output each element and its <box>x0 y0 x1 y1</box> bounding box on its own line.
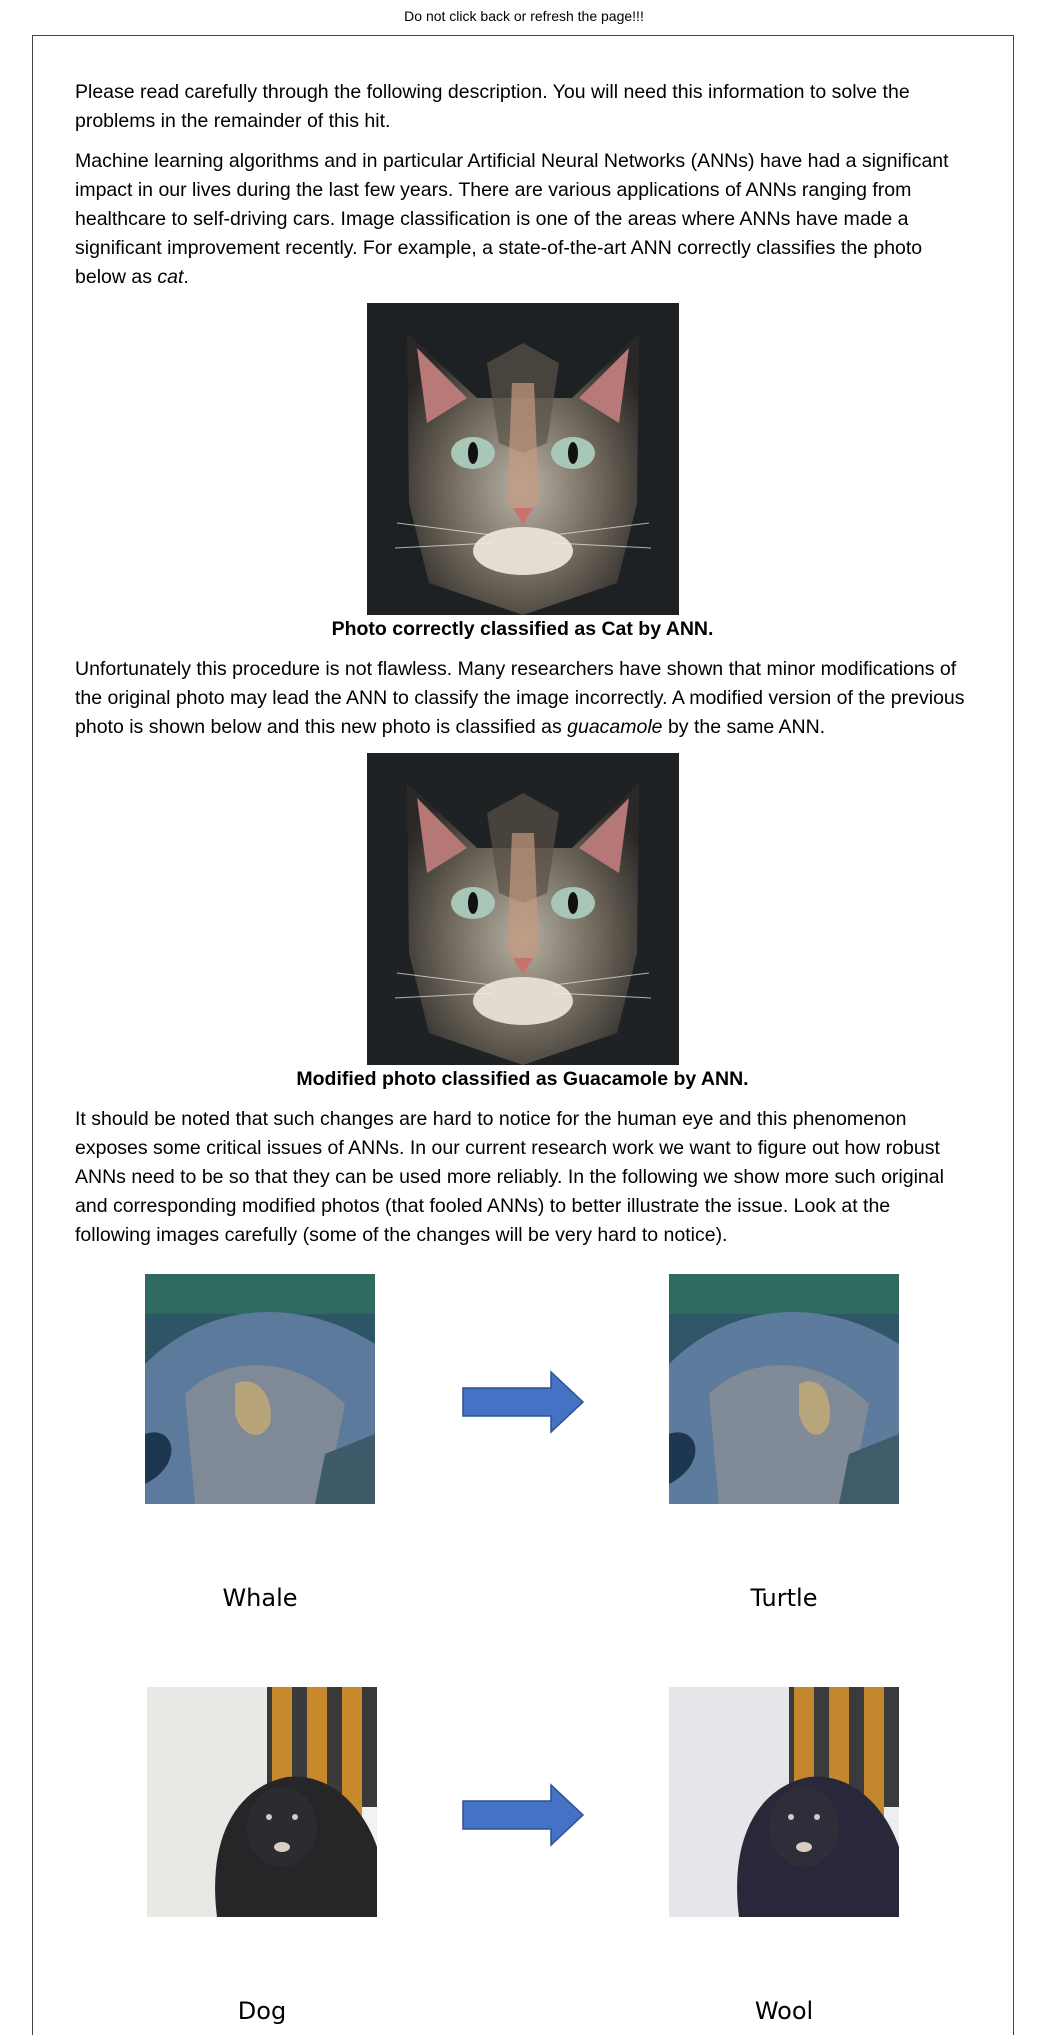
cat-modified-image <box>367 753 679 1065</box>
intro-paragraph: Please read carefully through the following description. You will need this information to solve the problems in the remainder of this hit. <box>75 81 910 132</box>
cat-emphasis: cat <box>157 266 184 288</box>
turtle-label: Turtle <box>750 1584 818 1612</box>
modified-cat-caption: Modified photo classified as Guacamole by ANN. <box>296 1068 749 1090</box>
modification-paragraph: Unfortunately this procedure is not flawless. Many researchers have shown that minor modifications of the original photo may lead the ANN to classify the image incorrectly. A modified version of the previous photo is shown below and this new photo is classified as guacamole by the same ANN. <box>75 658 965 738</box>
robustness-paragraph: It should be noted that such changes are hard to notice for the human eye and this phenomenon exposes some critical issues of ANNs. In our current research work we want to figure out how robust ANNs need to be so that they can be used more reliably. In the following we show more such original and corresponding modified photos (that fooled ANNs) to better illustrate the issue. Look at the following images carefully (some of the changes will be very hard to notice). <box>75 1108 944 1246</box>
turtle-modified-image <box>669 1274 899 1504</box>
whale-original-image <box>145 1274 375 1504</box>
guacamole-emphasis: guacamole <box>567 716 663 738</box>
description-content <box>75 78 970 1261</box>
dog-original-image <box>147 1687 377 1917</box>
dog-label: Dog <box>237 1997 287 2025</box>
refresh-warning: Do not click back or refresh the page!!! <box>404 8 644 24</box>
wool-modified-image <box>669 1687 899 1917</box>
arrow-icon <box>461 1783 585 1847</box>
original-cat-caption: Photo correctly classified as Cat by ANN. <box>331 618 714 640</box>
arrow-icon <box>461 1370 585 1434</box>
cat-original-image <box>367 303 679 615</box>
whale-label: Whale <box>222 1584 298 1612</box>
wool-label: Wool <box>754 1997 814 2025</box>
hit-content-frame <box>32 35 1014 2035</box>
ann-paragraph: Machine learning algorithms and in particular Artificial Neural Networks (ANNs) have had a significant impact in our lives during the last few years. There are various applications of ANNs ranging from healthcare to self-driving cars. Image classification is one of the areas where ANNs have made a significant improvement recently. For example, a state-of-the-art ANN correctly classifies the photo below as cat. <box>75 150 949 288</box>
